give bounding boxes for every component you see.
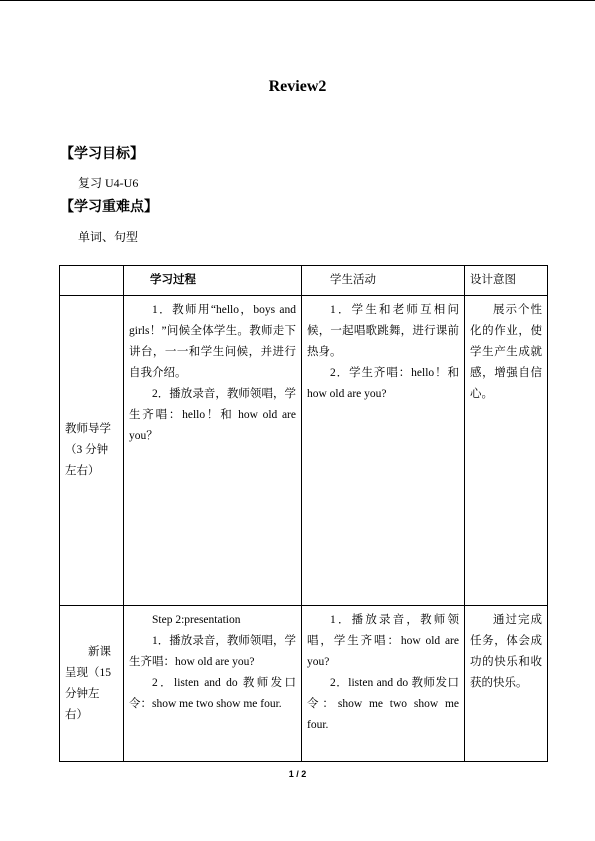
intent-paragraph: 通过完成任务，体会成功的快乐和收获的快乐。 — [470, 614, 542, 689]
process-paragraph: 1．教师用“hello，boys and girls！”问候全体学生。教师走下讲台，一一和学生问候，并进行自我介绍。 — [129, 304, 296, 379]
key-points-text: 单词、句型 — [78, 230, 139, 244]
row-label-line: 分钟左 — [65, 687, 100, 700]
process-cell — [124, 296, 302, 606]
process-paragraph: 2．listen and do 教师发口令：show me two show me four. — [129, 677, 296, 710]
student-activity-cell — [302, 606, 465, 762]
student-activity-cell — [302, 296, 465, 606]
objectives-text: 复习 U4-U6 — [78, 176, 139, 190]
process-paragraph: Step 2:presentation — [152, 614, 241, 626]
objectives-heading: 【学习目标】 — [60, 146, 144, 162]
top-rule — [0, 0, 595, 1]
key-points-heading: 【学习重难点】 — [60, 199, 158, 215]
student-paragraph: 2．listen and do 教师发口令：show me two show me four. — [307, 677, 459, 731]
row-label-line: （3 分钟 — [65, 444, 109, 456]
row-label-line: 右） — [65, 708, 88, 721]
process-cell — [124, 606, 302, 762]
header-cell-design-intent: 设计意图 — [465, 266, 548, 296]
row-label-line: 教师导学 — [65, 423, 111, 435]
process-paragraph: 1．播放录音，教师领唱，学生齐唱：how old are you? — [129, 635, 296, 668]
design-intent-cell — [465, 606, 548, 762]
header-cell-process: 学习过程 — [124, 266, 302, 296]
row-label-line: 呈现（15 — [65, 666, 111, 679]
student-paragraph: 2．学生齐唱：hello！和 how old are you? — [307, 367, 459, 400]
header-cell-empty — [60, 266, 124, 296]
row-label-new-lesson — [60, 606, 124, 762]
design-intent-cell — [465, 296, 548, 606]
lesson-plan-table — [59, 265, 548, 762]
row-label-line: 新课 — [88, 645, 111, 658]
page-number: 1 / 2 — [288, 769, 307, 779]
intent-paragraph: 展示个性化的作业，使学生产生成就感，增强自信心。 — [470, 304, 542, 400]
table-header-row — [60, 266, 548, 296]
process-paragraph: 2．播放录音，教师领唱，学生齐唱：hello！和 how old are you？ — [129, 388, 296, 442]
page-title: Review2 — [268, 78, 327, 95]
student-paragraph: 1．播放录音，教师领唱，学生齐唱：how old are you? — [307, 614, 459, 668]
row-label-teacher-guide — [60, 296, 124, 606]
table-row — [60, 296, 548, 606]
header-cell-student-activity: 学生活动 — [302, 266, 465, 296]
row-label-line: 左右） — [65, 465, 100, 477]
table-row — [60, 606, 548, 762]
student-paragraph: 1．学生和老师互相问候，一起唱歌跳舞，进行课前热身。 — [307, 304, 459, 358]
